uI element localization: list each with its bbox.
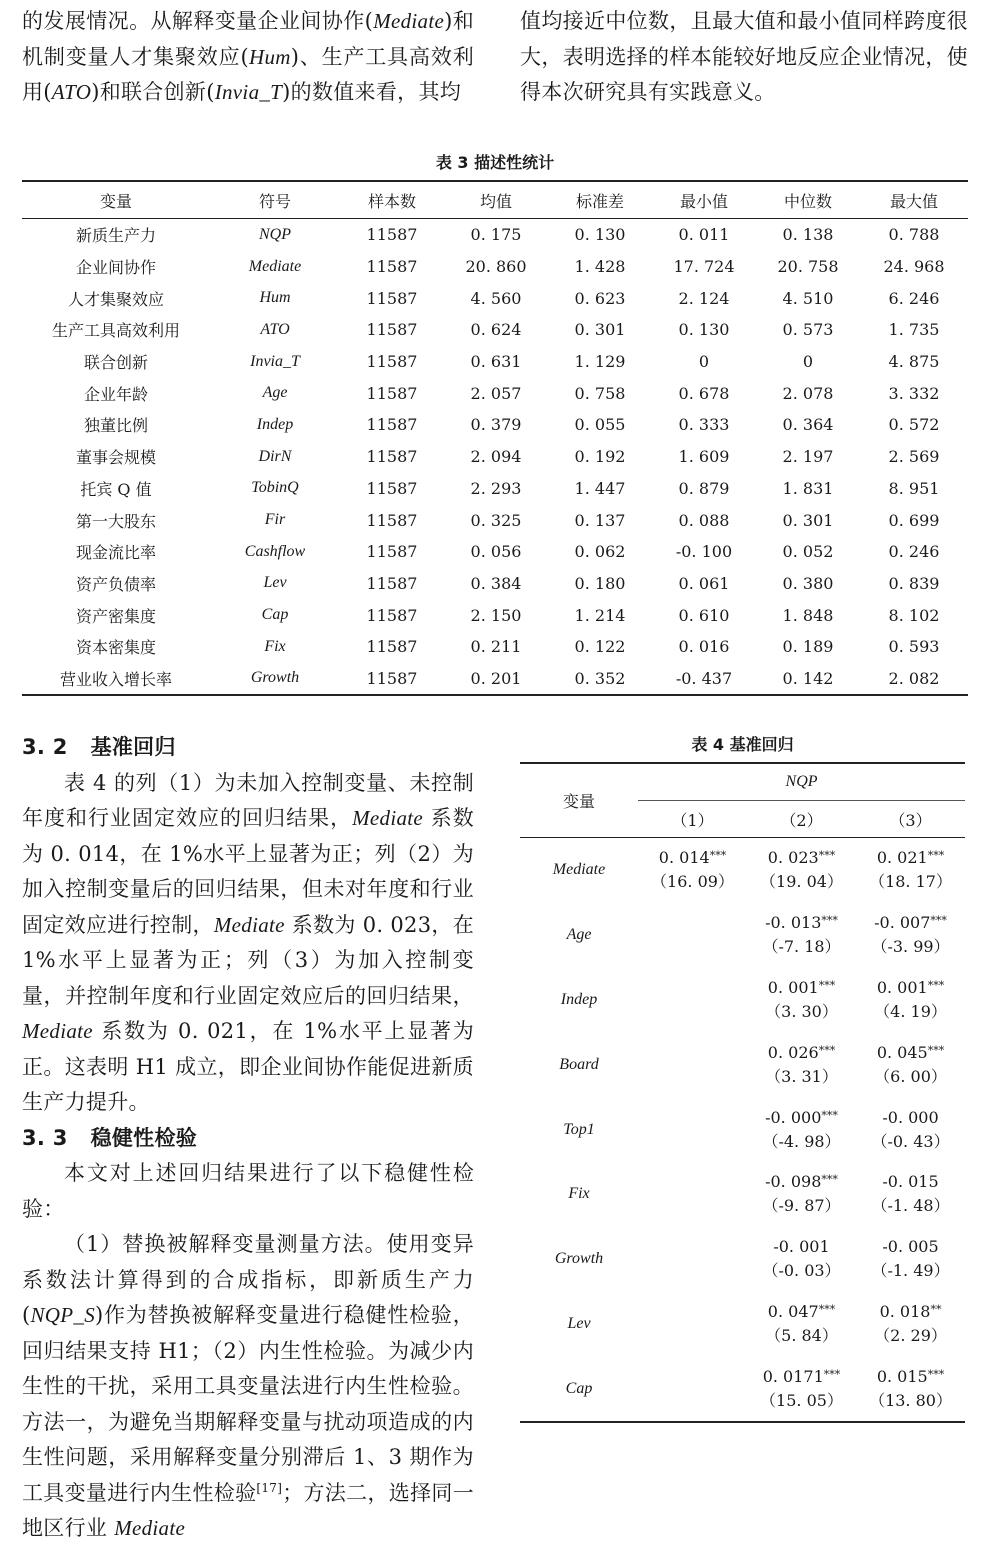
t-statistic: （-1. 48） bbox=[871, 1196, 950, 1216]
variable-name: Lev bbox=[567, 1314, 591, 1332]
table-cell: 2. 569 bbox=[888, 447, 940, 467]
table-cell: 0. 011 bbox=[678, 225, 730, 245]
table-row bbox=[520, 1356, 965, 1422]
top-left-paragraph bbox=[22, 4, 474, 111]
variable-name: 资本密集度 bbox=[75, 638, 156, 658]
table-row bbox=[520, 968, 965, 1033]
variable-name: 生产工具高效利用 bbox=[51, 321, 180, 341]
table-cell: 0. 062 bbox=[574, 542, 626, 562]
table-cell bbox=[856, 1097, 965, 1162]
table-cell: 2. 197 bbox=[782, 447, 834, 467]
variable-name: Mediate bbox=[552, 861, 606, 879]
table-cell bbox=[747, 1032, 856, 1097]
coefficient: -0. 000 bbox=[765, 1107, 822, 1127]
table-cell: 0 bbox=[698, 352, 710, 372]
t-statistic: （-0. 03） bbox=[762, 1261, 841, 1281]
variable-name: 企业间协作 bbox=[75, 258, 156, 278]
variable-name: 新质生产力 bbox=[75, 226, 156, 246]
variable-symbol: Age bbox=[262, 384, 288, 402]
variable-name: 独董比例 bbox=[83, 416, 148, 436]
variable-name: 第一大股东 bbox=[75, 511, 156, 531]
significance-stars: *** bbox=[821, 914, 838, 928]
variable-symbol: Hum bbox=[259, 289, 291, 307]
table-cell: 1. 609 bbox=[678, 447, 730, 467]
variable-symbol: NQP bbox=[259, 225, 291, 243]
text-segment: 值均接近中位数，且最大值和最小值同样跨度很大，表明选择的样本能较好地反应企业情况，使得本次研究具有实践意义。 bbox=[520, 9, 968, 104]
table-cell bbox=[747, 903, 856, 968]
variable-name: 现金流比率 bbox=[75, 543, 156, 563]
section-3-3-paragraph bbox=[22, 1227, 474, 1547]
coefficient: 0. 023 bbox=[767, 848, 819, 868]
t-statistic: （5. 84） bbox=[765, 1325, 838, 1345]
table-row bbox=[22, 473, 968, 505]
significance-stars: *** bbox=[821, 1108, 838, 1122]
table-cell: 0. 788 bbox=[888, 225, 940, 245]
section-number: 3. 3 bbox=[22, 1125, 68, 1150]
table-cell: 0. 122 bbox=[574, 637, 626, 657]
significance-stars: *** bbox=[823, 1367, 841, 1381]
table-cell bbox=[856, 1227, 965, 1292]
table-cell: 1. 428 bbox=[574, 257, 626, 277]
table-cell: 11587 bbox=[366, 352, 418, 372]
table-cell: 0. 879 bbox=[678, 478, 730, 498]
text-segment: ATO bbox=[51, 80, 92, 104]
coefficient: -0. 000 bbox=[882, 1107, 939, 1127]
coefficient: 0. 018 bbox=[879, 1301, 931, 1321]
table-cell: 11587 bbox=[366, 478, 418, 498]
table-cell: 0. 056 bbox=[470, 542, 522, 562]
variable-name: 企业年龄 bbox=[83, 384, 148, 404]
t-statistic: （19. 04） bbox=[760, 872, 843, 892]
table-cell: 4. 560 bbox=[470, 288, 522, 308]
table-cell: 3. 332 bbox=[888, 383, 940, 403]
table3-header-cell: 标准差 bbox=[548, 181, 652, 219]
table-cell bbox=[856, 903, 965, 968]
variable-symbol: DirN bbox=[258, 447, 292, 465]
table-row bbox=[520, 903, 965, 968]
table-cell: 0. 137 bbox=[574, 510, 626, 530]
variable-symbol: Fir bbox=[264, 511, 286, 529]
table-cell bbox=[747, 968, 856, 1033]
table-cell bbox=[856, 838, 965, 903]
table-row bbox=[520, 1097, 965, 1162]
table4-var-header: 变量 bbox=[520, 763, 638, 838]
coefficient: 0. 045 bbox=[876, 1042, 928, 1062]
table-cell bbox=[747, 1356, 856, 1422]
table-cell: 0. 211 bbox=[470, 637, 522, 657]
table-cell: 0. 180 bbox=[574, 573, 626, 593]
table3-header-cell: 样本数 bbox=[340, 181, 444, 219]
table-cell bbox=[638, 968, 747, 1033]
table4-caption: 表 4 基准回归 bbox=[691, 735, 794, 754]
table-cell: -0. 437 bbox=[652, 663, 756, 696]
table-cell bbox=[747, 838, 856, 903]
coefficient: 0. 047 bbox=[767, 1301, 819, 1321]
table3-body bbox=[22, 219, 968, 696]
table-cell: 1. 735 bbox=[888, 320, 940, 340]
variable-name: 资产密集度 bbox=[75, 606, 156, 626]
text-segment: )作为替换被解释变量进行稳健性检验，回归结果支持 H1；（2）内生性检验。为减少内生性的干扰，采用工具变量法进行内生性检验。方法一，为避免当期解释变量与扰动项造成的内生性问题，采用解释变量分别滞后 1、3 期作为工具变量进行内生性检验 bbox=[22, 1303, 474, 1505]
table-cell: 11587 bbox=[366, 225, 418, 245]
coefficient: 0. 001 bbox=[767, 977, 819, 997]
variable-name: Age bbox=[566, 926, 592, 944]
significance-stars: *** bbox=[821, 1173, 838, 1187]
t-statistic: （3. 30） bbox=[765, 1001, 838, 1021]
table-cell: 0. 088 bbox=[678, 510, 730, 530]
text-segment: Mediate bbox=[22, 1019, 93, 1043]
table-cell bbox=[747, 1162, 856, 1227]
top-right-paragraph bbox=[520, 4, 968, 111]
table-cell bbox=[638, 1292, 747, 1357]
table-cell: 0. 610 bbox=[678, 605, 730, 625]
table-cell: 0. 624 bbox=[470, 320, 522, 340]
t-statistic: （15. 05） bbox=[760, 1390, 843, 1410]
text-segment: 系数为 0. 014，在 1%水平上显著为正；列（2）为加入控制变量后的回归结果，但未对年度和行业固定效应进行控制， bbox=[22, 806, 475, 937]
table-cell bbox=[638, 1162, 747, 1227]
table-row bbox=[520, 1227, 965, 1292]
t-statistic: （-0. 43） bbox=[871, 1131, 950, 1151]
text-segment: Hum bbox=[248, 44, 291, 69]
variable-name: Top1 bbox=[563, 1120, 595, 1138]
table-cell bbox=[638, 838, 747, 903]
coefficient: 0. 026 bbox=[767, 1042, 819, 1062]
coefficient: -0. 098 bbox=[765, 1172, 822, 1192]
table-row bbox=[520, 1032, 965, 1097]
table-cell: 11587 bbox=[366, 447, 418, 467]
table-cell: 0. 192 bbox=[574, 447, 626, 467]
text-segment: （1）替换被解释变量测量方法。使用变异系数法计算得到的合成指标，即新质生产力( bbox=[22, 1232, 474, 1327]
section-number: 3. 2 bbox=[22, 735, 68, 759]
variable-name: 资产负债率 bbox=[75, 574, 156, 594]
t-statistic: （4. 19） bbox=[874, 1001, 947, 1021]
t-statistic: （6. 00） bbox=[874, 1066, 947, 1086]
text-segment: )和联合创新( bbox=[91, 80, 215, 104]
t-statistic: （-1. 49） bbox=[871, 1261, 950, 1281]
table3-header-cell: 变量 bbox=[22, 181, 210, 219]
significance-stars: *** bbox=[709, 849, 727, 863]
table-row bbox=[22, 599, 968, 631]
table-cell: 4. 510 bbox=[782, 288, 834, 308]
table-row bbox=[520, 1292, 965, 1357]
table-cell: 11587 bbox=[366, 542, 418, 562]
table-cell: 11587 bbox=[366, 257, 418, 277]
text-segment: )和机制变量人才集聚效应( bbox=[22, 9, 475, 69]
variable-symbol: Invia_T bbox=[250, 352, 300, 370]
table-cell bbox=[638, 1032, 747, 1097]
table-cell: 0. 061 bbox=[678, 573, 730, 593]
text-segment: 系数为 0. 023，在 1%水平上显著为正；列（3）为加入控制变量，并控制年度和行业固定效应后的回归结果， bbox=[22, 912, 475, 1008]
table-cell: 11587 bbox=[366, 573, 418, 593]
t-statistic: （13. 80） bbox=[869, 1390, 952, 1410]
table-cell: 0. 352 bbox=[548, 663, 652, 696]
table-row bbox=[22, 409, 968, 441]
table-row bbox=[22, 631, 968, 663]
coefficient: -0. 007 bbox=[874, 913, 931, 933]
table-cell: 0. 301 bbox=[782, 510, 834, 530]
table-cell: 11587 bbox=[366, 605, 418, 625]
variable-name: Fix bbox=[568, 1185, 590, 1203]
table-cell: -0. 100 bbox=[675, 542, 733, 562]
variable-name: Board bbox=[559, 1055, 599, 1073]
table-cell: 1. 447 bbox=[574, 478, 626, 498]
table-cell: 0. 301 bbox=[574, 320, 626, 340]
t-statistic: （-7. 18） bbox=[762, 937, 841, 957]
table-row bbox=[22, 663, 968, 696]
table-cell: 1. 129 bbox=[574, 352, 626, 372]
variable-symbol: Growth bbox=[210, 663, 340, 696]
table-cell: 24. 968 bbox=[883, 257, 945, 277]
table-cell: 0. 130 bbox=[678, 320, 730, 340]
table-cell bbox=[638, 1227, 747, 1292]
variable-symbol: Fix bbox=[264, 637, 286, 655]
table-cell bbox=[747, 1097, 856, 1162]
section-title: 稳健性检验 bbox=[90, 1125, 198, 1150]
variable-symbol: Cap bbox=[261, 606, 289, 624]
table4-dep-var: NQP bbox=[638, 763, 965, 801]
table-row bbox=[22, 251, 968, 283]
significance-stars: *** bbox=[818, 978, 836, 992]
table3-header-cell: 符号 bbox=[210, 181, 340, 219]
table-cell: 11587 bbox=[366, 383, 418, 403]
text-segment: Mediate bbox=[213, 912, 285, 937]
table-cell: 0. 130 bbox=[574, 225, 626, 245]
table-cell: 0. 699 bbox=[888, 510, 940, 530]
text-segment: Invia_T bbox=[214, 80, 283, 104]
variable-name: 联合创新 bbox=[83, 353, 148, 373]
table-cell: 0. 201 bbox=[444, 663, 548, 696]
table-row bbox=[520, 838, 965, 903]
table3-header bbox=[22, 181, 968, 219]
variable-symbol: TobinQ bbox=[251, 479, 299, 497]
variable-name: Indep bbox=[560, 990, 598, 1008]
table3-header-cell: 均值 bbox=[444, 181, 548, 219]
table-row bbox=[520, 1162, 965, 1227]
text-segment: Mediate bbox=[352, 806, 424, 830]
table-row bbox=[22, 282, 968, 314]
table-cell: 4. 875 bbox=[888, 352, 940, 372]
table-row bbox=[22, 441, 968, 473]
significance-stars: ** bbox=[930, 1302, 942, 1316]
section-3-3-intro: 本文对上述回归结果进行了以下稳健性检验： bbox=[22, 1161, 474, 1221]
table-cell bbox=[856, 1292, 965, 1357]
table4-body bbox=[520, 838, 965, 1423]
text-segment: 的发展情况。从解释变量企业间协作( bbox=[22, 9, 374, 33]
t-statistic: （-4. 98） bbox=[762, 1131, 841, 1151]
table-cell: 2. 124 bbox=[678, 288, 730, 308]
significance-stars: *** bbox=[927, 849, 945, 863]
t-statistic: （18. 17） bbox=[869, 872, 952, 892]
table-cell: 2. 078 bbox=[782, 383, 834, 403]
table-cell: 0. 055 bbox=[574, 415, 626, 435]
section-title: 基准回归 bbox=[90, 735, 176, 759]
significance-stars: *** bbox=[927, 1367, 945, 1381]
table3-header-cell: 中位数 bbox=[756, 181, 860, 219]
table4-column-header: （3） bbox=[856, 801, 965, 838]
table-cell: 2. 082 bbox=[860, 663, 968, 696]
table-cell: 0. 593 bbox=[888, 637, 940, 657]
coefficient: -0. 015 bbox=[882, 1172, 939, 1192]
coefficient: 0. 015 bbox=[876, 1366, 928, 1386]
table3-header-cell: 最大值 bbox=[860, 181, 968, 219]
table-cell: 0. 380 bbox=[782, 573, 834, 593]
table-cell: 0. 631 bbox=[470, 352, 522, 372]
variable-symbol: Cashflow bbox=[244, 542, 306, 560]
table-cell: 11587 bbox=[366, 288, 418, 308]
coefficient: -0. 001 bbox=[773, 1237, 830, 1257]
table-cell bbox=[747, 1292, 856, 1357]
table-cell bbox=[856, 1032, 965, 1097]
table-cell: 2. 057 bbox=[470, 383, 522, 403]
table-cell: 0. 016 bbox=[678, 637, 730, 657]
table3 bbox=[22, 180, 968, 696]
variable-name: Growth bbox=[554, 1250, 604, 1268]
variable-name: 董事会规模 bbox=[75, 448, 156, 468]
variable-symbol: Indep bbox=[256, 415, 294, 433]
table-cell: 0. 175 bbox=[470, 225, 522, 245]
table3-caption: 表 3 描述性统计 bbox=[435, 153, 555, 172]
text-segment: 系数为 0. 021，在 1%水平上显著为正。这表明 H1 成立，即企业间协作能促进新质生产力提升。 bbox=[22, 1019, 474, 1114]
t-statistic: （16. 09） bbox=[651, 872, 734, 892]
left-column-body bbox=[22, 730, 474, 1547]
significance-stars: *** bbox=[818, 1302, 836, 1316]
table4 bbox=[520, 762, 965, 1423]
table4-column-header: （1） bbox=[638, 801, 747, 838]
t-statistic: （2. 29） bbox=[874, 1325, 947, 1345]
coefficient: 0. 021 bbox=[876, 848, 928, 868]
text-segment: Mediate bbox=[114, 1516, 186, 1540]
table-cell: 0. 364 bbox=[782, 415, 834, 435]
coefficient: 0. 014 bbox=[658, 848, 710, 868]
table-cell: 0. 678 bbox=[678, 383, 730, 403]
coefficient: -0. 005 bbox=[882, 1237, 939, 1257]
table-cell bbox=[856, 1356, 965, 1422]
table-cell: 11587 bbox=[366, 320, 418, 340]
table-cell: 2. 293 bbox=[470, 478, 522, 498]
table-cell: 11587 bbox=[366, 415, 418, 435]
table-cell: 0. 189 bbox=[782, 637, 834, 657]
table-cell: 0. 623 bbox=[574, 288, 626, 308]
table-cell: 20. 860 bbox=[465, 257, 527, 277]
table4-column-header: （2） bbox=[747, 801, 856, 838]
table-row bbox=[22, 314, 968, 346]
table-cell: 11587 bbox=[366, 510, 418, 530]
t-statistic: （-3. 99） bbox=[871, 937, 950, 957]
citation: [17] bbox=[256, 1480, 283, 1495]
coefficient: 0. 001 bbox=[876, 977, 928, 997]
table-cell: 20. 758 bbox=[777, 257, 839, 277]
table4-header bbox=[520, 763, 965, 838]
table-cell: 0. 384 bbox=[470, 573, 522, 593]
coefficient: 0. 0171 bbox=[762, 1366, 824, 1386]
table-cell: 17. 724 bbox=[673, 257, 735, 277]
table-cell: 8. 102 bbox=[888, 605, 940, 625]
text-segment: Mediate bbox=[373, 9, 445, 33]
variable-symbol: ATO bbox=[260, 320, 290, 338]
table-row bbox=[22, 504, 968, 536]
significance-stars: *** bbox=[818, 849, 836, 863]
variable-symbol: Mediate bbox=[248, 257, 302, 275]
table-cell: 0. 333 bbox=[678, 415, 730, 435]
t-statistic: （-9. 87） bbox=[762, 1196, 841, 1216]
significance-stars: *** bbox=[927, 978, 945, 992]
table-cell: 0. 325 bbox=[470, 510, 522, 530]
table-row bbox=[22, 536, 968, 568]
table-row bbox=[22, 346, 968, 378]
table-cell: 0. 572 bbox=[888, 415, 940, 435]
table-cell: 2. 094 bbox=[470, 447, 522, 467]
section-3-2-paragraph bbox=[22, 766, 474, 1121]
table-cell: 0. 246 bbox=[888, 542, 940, 562]
significance-stars: *** bbox=[927, 1043, 945, 1057]
table-cell: 0. 379 bbox=[470, 415, 522, 435]
section-3-3-heading bbox=[22, 1121, 474, 1157]
table-cell: 11587 bbox=[366, 637, 418, 657]
table-cell: 6. 246 bbox=[888, 288, 940, 308]
table-cell: 8. 951 bbox=[888, 478, 940, 498]
text-segment: )的数值来看，其均 bbox=[282, 80, 462, 104]
table-cell bbox=[638, 903, 747, 968]
text-segment: 表 4 的列（1）为未加入控制变量、未控制年度和行业固定效应的回归结果， bbox=[22, 770, 474, 830]
table-cell: 0. 573 bbox=[782, 320, 834, 340]
table3-header-cell: 最小值 bbox=[652, 181, 756, 219]
table-row bbox=[22, 219, 968, 251]
text-segment: )、生产工具高效利用( bbox=[22, 44, 474, 104]
table-cell: 1. 214 bbox=[574, 605, 626, 625]
variable-name: 人才集聚效应 bbox=[67, 289, 164, 309]
table-cell: 11587 bbox=[340, 663, 444, 696]
variable-symbol: Lev bbox=[263, 574, 287, 592]
table-cell: 0. 142 bbox=[756, 663, 860, 696]
table-cell bbox=[638, 1356, 747, 1422]
table-cell: 1. 848 bbox=[782, 605, 834, 625]
table-cell bbox=[638, 1097, 747, 1162]
table-row bbox=[22, 568, 968, 600]
text-segment: NQP_S bbox=[30, 1303, 95, 1327]
variable-name: 托宾 Q 值 bbox=[80, 479, 152, 499]
table-cell: 0 bbox=[802, 352, 814, 372]
table-row bbox=[22, 377, 968, 409]
table-cell: 1. 831 bbox=[782, 478, 834, 498]
variable-name: Cap bbox=[520, 1356, 638, 1422]
table-cell: 0. 052 bbox=[782, 542, 834, 562]
coefficient: -0. 013 bbox=[765, 913, 822, 933]
variable-name: 营业收入增长率 bbox=[22, 663, 210, 696]
significance-stars: *** bbox=[818, 1043, 836, 1057]
section-3-2-heading bbox=[22, 730, 474, 766]
text-segment: ；方法二，选择同一地区行业 bbox=[22, 1480, 474, 1540]
table-cell: 0. 758 bbox=[574, 383, 626, 403]
table-cell: 0. 138 bbox=[782, 225, 834, 245]
t-statistic: （3. 31） bbox=[765, 1066, 838, 1086]
table-cell bbox=[747, 1227, 856, 1292]
significance-stars: *** bbox=[930, 914, 947, 928]
table-cell: 2. 150 bbox=[470, 605, 522, 625]
table-cell bbox=[856, 968, 965, 1033]
table-cell: 0. 839 bbox=[888, 573, 940, 593]
table-cell bbox=[856, 1162, 965, 1227]
